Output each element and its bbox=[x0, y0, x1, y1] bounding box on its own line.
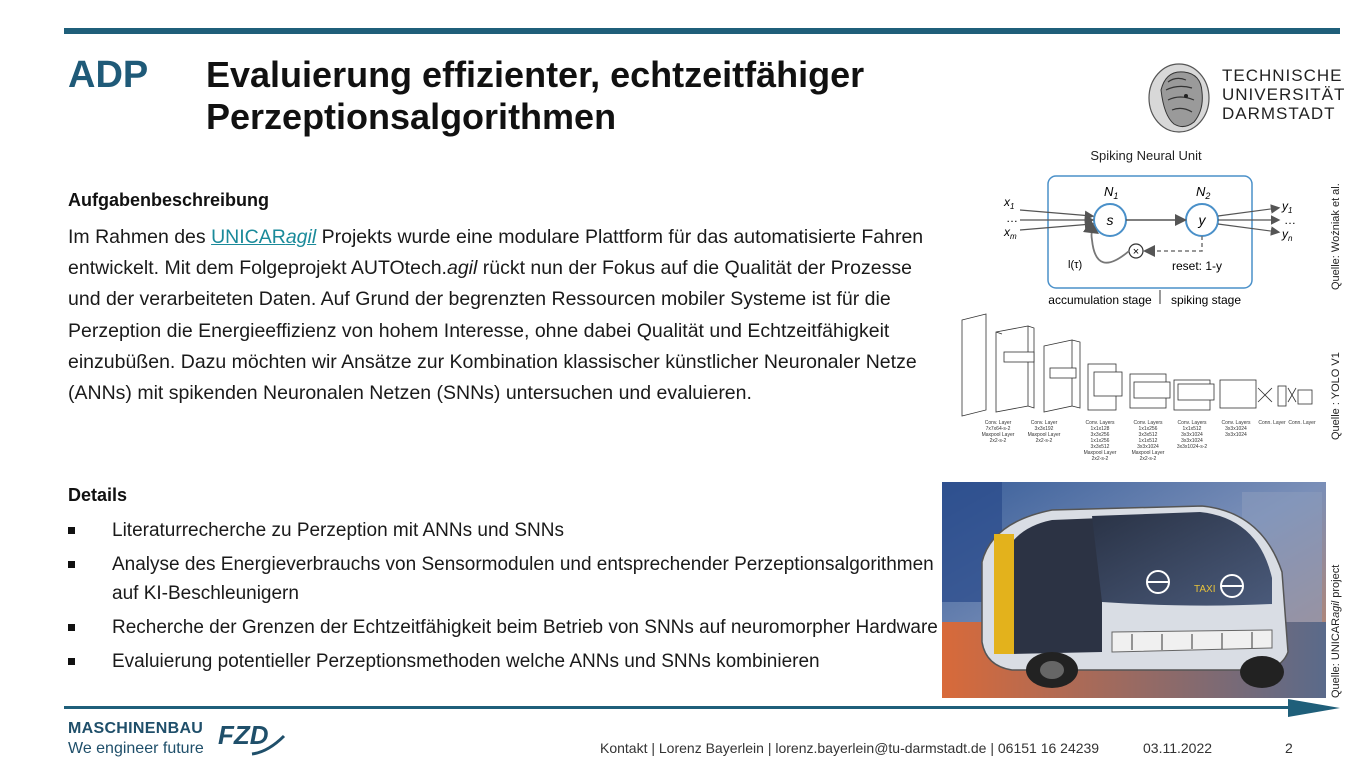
y-node-label: y bbox=[1198, 212, 1206, 228]
yolo-label-1: Conv. Layer 7x7x64-s-2 Maxpool Layer 2x2-s-2 bbox=[981, 420, 1015, 444]
description-paragraph bbox=[68, 222, 938, 409]
page-title bbox=[206, 54, 986, 138]
logo-line-1: TECHNISCHE bbox=[1222, 66, 1343, 85]
section-label: ADP bbox=[68, 54, 149, 96]
list-item: Evaluierung potentieller Perzeptionsmethoden welche ANNs und SNNs kombinieren bbox=[68, 647, 948, 676]
n2-label: $N_2$ bbox=[1196, 184, 1211, 201]
accumulation-stage-label: accumulation stage bbox=[1048, 293, 1152, 307]
page-number: 2 bbox=[1285, 740, 1293, 756]
n1-label: $N_1$ bbox=[1104, 184, 1119, 201]
yolo-architecture-diagram bbox=[946, 312, 1320, 468]
photo-source-italic: agil bbox=[1330, 600, 1342, 618]
snn-source: Quelle: Woźniak et al. bbox=[1330, 183, 1342, 290]
logo-line-3: DARMSTADT bbox=[1222, 104, 1336, 123]
photo-source-suffix: project bbox=[1330, 564, 1342, 601]
text-italic: agil bbox=[446, 257, 478, 280]
y1-label: $y_1$ bbox=[1282, 199, 1293, 215]
fzd-swoosh-icon bbox=[250, 734, 286, 758]
s-node-label: s bbox=[1106, 212, 1114, 228]
spiking-neural-unit-diagram bbox=[996, 144, 1326, 310]
logo-line-2: UNIVERSITÄT bbox=[1222, 85, 1346, 104]
l-tau-label: l(τ) bbox=[1068, 259, 1083, 271]
yolo-label-6: Conv. Layers 3x3x1024 3x3x1024 bbox=[1221, 420, 1251, 438]
top-rule bbox=[64, 28, 1340, 34]
yolo-source: Quelle : YOLO V1 bbox=[1330, 352, 1342, 440]
spiking-stage-label: spiking stage bbox=[1170, 293, 1242, 307]
department-slogan: We engineer future bbox=[68, 740, 204, 757]
yolo-label-7: Conn. Layer bbox=[1258, 420, 1286, 426]
fzd-logo: FZD bbox=[218, 720, 269, 750]
yolo-label-2: Conv. Layer 3x3x192 Maxpool Layer 2x2-s-2 bbox=[1027, 420, 1061, 444]
diagram-title: Spiking Neural Unit bbox=[1090, 148, 1202, 163]
footer-rule bbox=[64, 706, 1294, 709]
link-italic: agil bbox=[285, 226, 317, 248]
title-line-1: Evaluierung effizienter, echtzeitfähiger bbox=[206, 54, 865, 95]
university-name bbox=[1222, 66, 1345, 123]
taxi-badge: TAXI bbox=[1194, 584, 1216, 595]
unicar-agil-link[interactable] bbox=[211, 226, 316, 248]
text-segment: Projekts wurde eine modulare Plattform für das automatisierte Fahren entwickelt. Mit dem Folgeprojekt AUTOtech. bbox=[68, 226, 924, 280]
department-name: MASCHINENBAU bbox=[68, 720, 204, 737]
details-list bbox=[68, 516, 948, 681]
yn-label: $y_n$ bbox=[1282, 227, 1293, 243]
footer-arrow-icon bbox=[1288, 699, 1340, 717]
yolo-label-4: Conv. Layers 1x1x256 3x3x512 1x1x512 3x3x1024 Maxpool Layer 2x2-s-2 bbox=[1131, 420, 1165, 462]
yolo-label-5: Conv. Layers 1x1x512 3x3x1024 3x3x1024 3x3x1024-s-2 bbox=[1176, 420, 1208, 450]
output-dots: … bbox=[1284, 213, 1296, 227]
yolo-label-3: Conv. Layers 1x1x128 3x3x256 1x1x256 3x3x512 Maxpool Layer 2x2-s-2 bbox=[1083, 420, 1117, 462]
text-segment: Im Rahmen des bbox=[68, 226, 212, 248]
photo-source-prefix: Quelle: UNICAR bbox=[1330, 617, 1342, 698]
footer-contact: Kontakt | Lorenz Bayerlein | lorenz.bayerlein@tu-darmstadt.de | 06151 16 24239 bbox=[600, 740, 1100, 756]
link-main: UNICAR bbox=[211, 226, 286, 248]
multiply-sign: × bbox=[1132, 246, 1140, 258]
tu-darmstadt-logo bbox=[1146, 60, 1226, 140]
yolo-label-8: Conn. Layer bbox=[1288, 420, 1316, 426]
list-item: Literaturrecherche zu Perzeption mit ANNs und SNNs bbox=[68, 516, 948, 545]
title-line-2: Perzeptionsalgorithmen bbox=[206, 96, 617, 137]
reset-label: reset: 1-y bbox=[1172, 259, 1223, 273]
xm-label: $x_m$ bbox=[1004, 225, 1017, 241]
details-heading: Details bbox=[68, 485, 128, 505]
x1-label: $x_1$ bbox=[1004, 195, 1015, 211]
list-item: Recherche der Grenzen der Echtzeitfähigkeit beim Betrieb von SNNs auf neuromorpher Hardware bbox=[68, 613, 948, 642]
photo-source bbox=[1330, 565, 1342, 698]
text-segment: rückt nun der Fokus auf die Qualität der Prozesse und der verarbeiteten Daten. Auf Grund der begrenzten Ressourcen mobiler Systeme ist für die Perzeption die Energieeffizienz von hohem Interesse, ohne dabei Qualität und Echtzeitfähigkeit einzubüßen. Dazu möchten wir Ansätze zur Kombination klassischer künstlicher Neuronaler Netze (ANNs) mit spikenden Neuronalen Netzen (SNNs) untersuchen und evaluieren. bbox=[68, 257, 917, 405]
description-heading: Aufgabenbeschreibung bbox=[68, 190, 270, 210]
input-dots: … bbox=[1006, 211, 1018, 225]
list-item: Analyse des Energieverbrauchs von Sensormodulen und entsprechender Perzeptionsalgorithmen auf KI-Beschleunigern bbox=[68, 550, 948, 608]
footer-date: 03.11.2022 bbox=[1143, 740, 1213, 756]
unicar-vehicle-illustration bbox=[942, 482, 1326, 698]
